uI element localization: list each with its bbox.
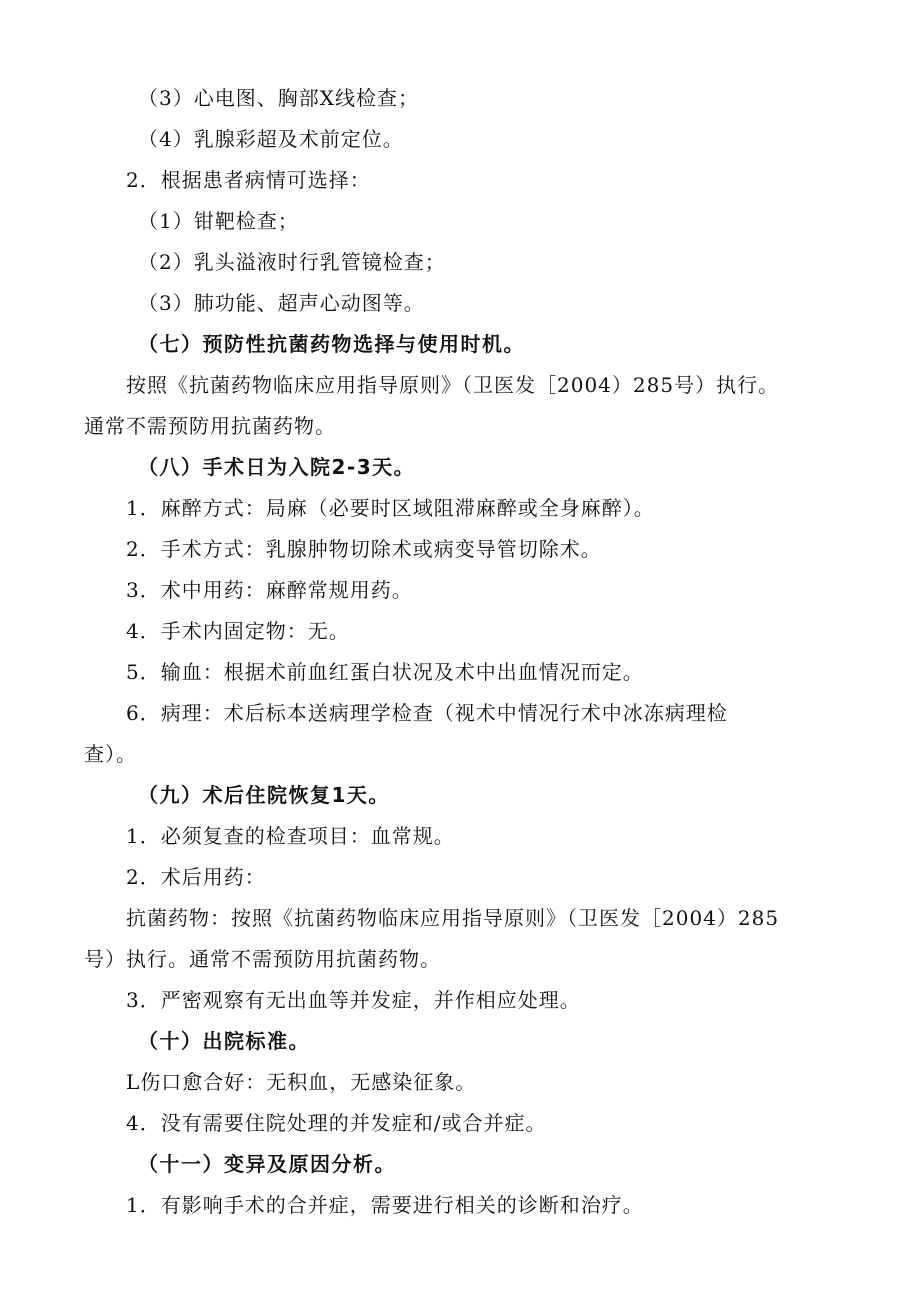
- antibiotics-guideline-text: 按照《抗菌药物临床应用指导原则》（卫医发［2004）285号）执行。: [126, 373, 780, 397]
- postop-observation: 3．严密观察有无出血等并发症，并作相应处理。: [126, 988, 581, 1012]
- optional-exam-ductoscopy: （2）乳头溢液时行乳管镜检查；: [138, 250, 446, 274]
- antibiotics-guideline-continuation: 通常不需预防用抗菌药物。: [84, 414, 336, 438]
- exam-item-breast-ultrasound: （4）乳腺彩超及术前定位。: [138, 127, 404, 151]
- surgery-internal-fixation: 4．手术内固定物：无。: [126, 619, 350, 643]
- section-heading-discharge-criteria: （十）出院标准。: [138, 1029, 310, 1053]
- optional-exams-intro: 2．根据患者病情可选择：: [126, 168, 371, 192]
- optional-exam-lung-heart: （3）肺功能、超声心动图等。: [138, 291, 425, 315]
- section-heading-antibiotics: （七）预防性抗菌药物选择与使用时机。: [138, 332, 525, 356]
- postop-required-tests: 1．必须复查的检查项目：血常规。: [126, 824, 455, 848]
- postop-medication-intro: 2．术后用药：: [126, 865, 266, 889]
- postop-antibiotics-continuation: 号）执行。通常不需预防用抗菌药物。: [84, 947, 441, 971]
- surgery-pathology-continuation: 查）。: [84, 742, 137, 766]
- section-heading-postop-recovery: （九）术后住院恢复1天。: [138, 783, 390, 807]
- section-heading-surgery-day: （八）手术日为入院2-3天。: [138, 455, 416, 479]
- exam-item-ecg-xray: （3）心电图、胸部X线检查；: [138, 86, 419, 110]
- surgery-method: 2．手术方式：乳腺肿物切除术或病变导管切除术。: [126, 537, 602, 561]
- optional-exam-mammography: （1）钳靶检查；: [138, 209, 299, 233]
- discharge-no-complications: 4．没有需要住院处理的并发症和/或合并症。: [126, 1111, 547, 1135]
- surgery-intraop-medication: 3．术中用药：麻醉常规用药。: [126, 578, 413, 602]
- discharge-wound-healing: L伤口愈合好：无积血，无感染征象。: [126, 1070, 477, 1094]
- surgery-anesthesia: 1．麻醉方式：局麻（必要时区域阻滞麻醉或全身麻醉）。: [126, 496, 655, 520]
- surgery-transfusion: 5．输血：根据术前血红蛋白状况及术中出血情况而定。: [126, 660, 644, 684]
- section-heading-variation-analysis: （十一）变异及原因分析。: [138, 1152, 396, 1176]
- variation-comorbidity: 1．有影响手术的合并症，需要进行相关的诊断和治疗。: [126, 1193, 644, 1217]
- surgery-pathology: 6．病理：术后标本送病理学检查（视术中情况行术中冰冻病理检: [126, 701, 728, 725]
- postop-antibiotics-text: 抗菌药物：按照《抗菌药物临床应用指导原则》（卫医发［2004）285: [126, 906, 780, 930]
